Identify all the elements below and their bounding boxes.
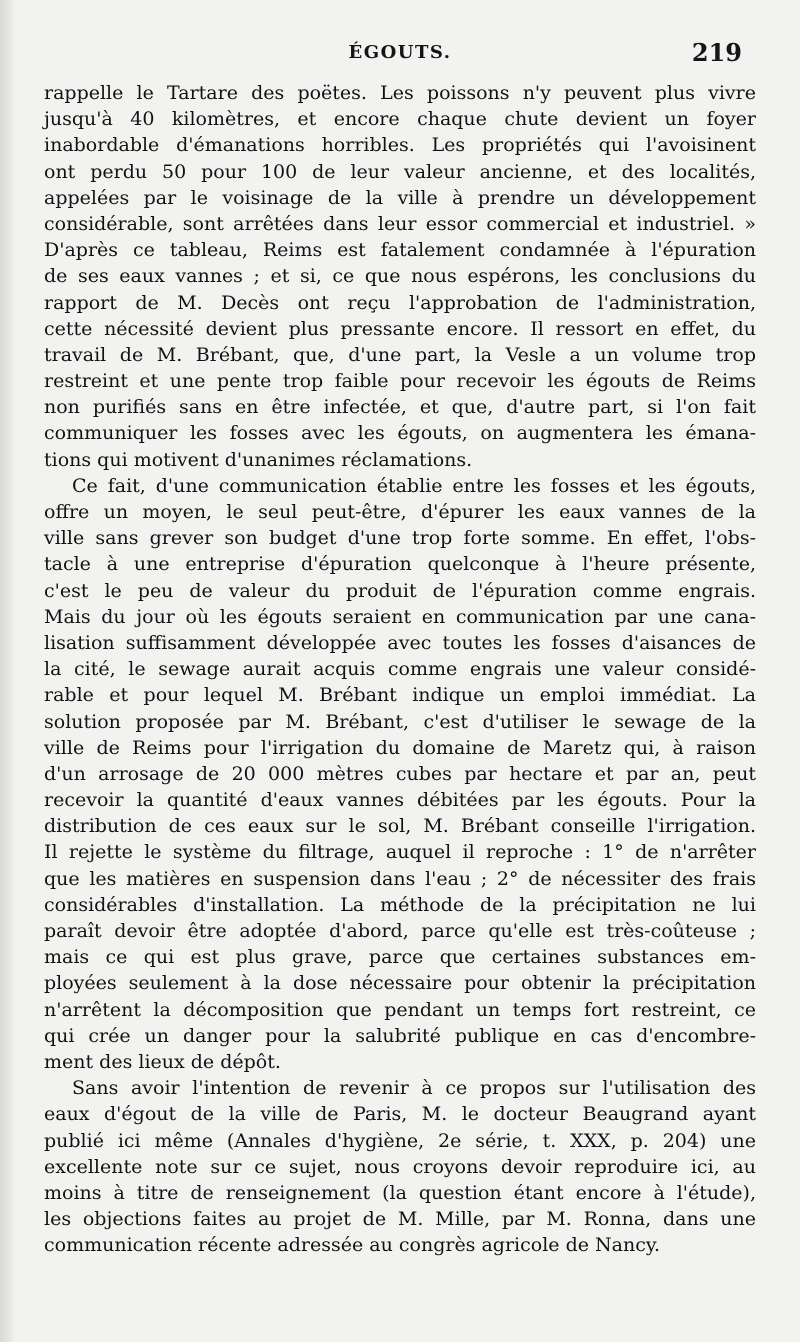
text-line: lisation suffisamment développée avec toutes les fosses d'aisances de xyxy=(44,631,756,654)
text-line: tacle à une entreprise d'épuration quelconque à l'heure présente, xyxy=(44,553,756,576)
text-line: solution proposée par M. Brébant, c'est d'utiliser le sewage de la xyxy=(44,710,756,733)
text-line: excellente note sur ce sujet, nous croyons devoir reproduire ici, au xyxy=(44,1155,756,1178)
text-line: les objections faites au projet de M. Mille, par M. Ronna, dans une xyxy=(44,1208,756,1231)
text-line: moins à titre de renseignement (la question étant encore à l'étude), xyxy=(44,1181,756,1204)
paragraph-first-line: Sans avoir l'intention de revenir à ce propos sur l'utilisation des xyxy=(72,1077,756,1100)
page-header xyxy=(44,36,756,76)
text-line: c'est le peu de valeur du produit de l'épuration comme engrais. xyxy=(44,579,756,602)
text-line: rappelle le Tartare des poëtes. Les poissons n'y peuvent plus vivre xyxy=(44,82,756,104)
paragraph-end-line: tions qui motivent d'unanimes réclamations. xyxy=(44,448,473,471)
page-number: 219 xyxy=(691,38,742,67)
text-line: ployées seulement à la dose nécessaire pour obtenir la précipitation xyxy=(44,972,756,995)
text-line: inabordable d'émanations horribles. Les propriétés qui l'avoisinent xyxy=(44,134,756,157)
text-line: publié ici même (Annales d'hygiène, 2e série, t. XXX, p. 204) une xyxy=(44,1129,756,1152)
text-line: mais ce qui est plus grave, parce que certaines substances em- xyxy=(44,946,756,969)
text-line: qui crée un danger pour la salubrité publique en cas d'encombre- xyxy=(44,1024,756,1047)
text-line: rapport de M. Decès ont reçu l'approbation de l'administration, xyxy=(44,291,756,314)
text-line: la cité, le sewage aurait acquis comme engrais une valeur considé- xyxy=(44,658,756,681)
text-line: de ses eaux vannes ; et si, ce que nous espérons, les conclusions du xyxy=(44,265,756,288)
text-line: Mais du jour où les égouts seraient en communication par une cana- xyxy=(44,605,756,628)
running-head: ÉGOUTS. xyxy=(348,42,452,63)
text-line: travail de M. Brébant, que, d'une part, la Vesle a un volume trop xyxy=(44,343,756,366)
text-line: paraît devoir être adoptée d'abord, parce qu'elle est très-coûteuse ; xyxy=(44,920,756,942)
paragraph-end-line: ment des lieux de dépôt. xyxy=(44,1050,281,1073)
text-line: rable et pour lequel M. Brébant indique un emploi immédiat. La xyxy=(44,684,756,707)
text-line: D'après ce tableau, Reims est fatalement condamnée à l'épuration xyxy=(44,239,756,262)
bleed-through-top xyxy=(260,6,265,26)
text-line: non purifiés sans en être infectée, et que, d'autre part, si l'on fait xyxy=(44,396,756,419)
text-line: Il rejette le système du filtrage, auquel il reproche : 1° de n'arrêter xyxy=(44,841,756,864)
text-line: considérable, sont arrêtées dans leur essor commercial et industriel. » xyxy=(44,212,756,235)
text-line: restreint et une pente trop faible pour recevoir les égouts de Reims xyxy=(44,370,756,393)
text-line: distribution de ces eaux sur le sol, M. Brébant conseille l'irrigation. xyxy=(44,815,756,838)
paragraph-end-line: communication récente adressée au congrès agricole de Nancy. xyxy=(44,1234,661,1257)
text-line: appelées par le voisinage de la ville à prendre un développement xyxy=(44,186,756,209)
text-line: eaux d'égout de la ville de Paris, M. le docteur Beaugrand ayant xyxy=(44,1103,756,1126)
text-line: d'un arrosage de 20 000 mètres cubes par hectare et par an, peut xyxy=(44,762,756,785)
text-line: recevoir la quantité d'eaux vannes débitées par les égouts. Pour la xyxy=(44,789,756,812)
text-line: offre un moyen, le seul peut-être, d'épurer les eaux vannes de la xyxy=(44,501,756,523)
text-line: que les matières en suspension dans l'eau ; 2° de nécessiter des frais xyxy=(44,867,756,890)
text-line: n'arrêtent la décomposition que pendant un temps fort restreint, ce xyxy=(44,998,756,1021)
text-line: ville sans grever son budget d'une trop forte somme. En effet, l'obs- xyxy=(44,527,756,550)
body-text xyxy=(44,80,756,1258)
text-line: considérables d'installation. La méthode de la précipitation ne lui xyxy=(44,893,756,916)
text-line: ont perdu 50 pour 100 de leur valeur ancienne, et des localités, xyxy=(44,160,756,183)
text-line: cette nécessité devient plus pressante encore. Il ressort en effet, du xyxy=(44,317,756,340)
text-line: jusqu'à 40 kilomètres, et encore chaque chute devient un foyer xyxy=(44,108,756,131)
text-line: ville de Reims pour l'irrigation du domaine de Maretz qui, à raison xyxy=(44,736,756,759)
paragraph-first-line: Ce fait, d'une communication établie entre les fosses et les égouts, xyxy=(72,474,756,497)
text-line: communiquer les fosses avec les égouts, on augmentera les émana- xyxy=(44,422,756,445)
page-edge-shadow xyxy=(0,0,14,1342)
